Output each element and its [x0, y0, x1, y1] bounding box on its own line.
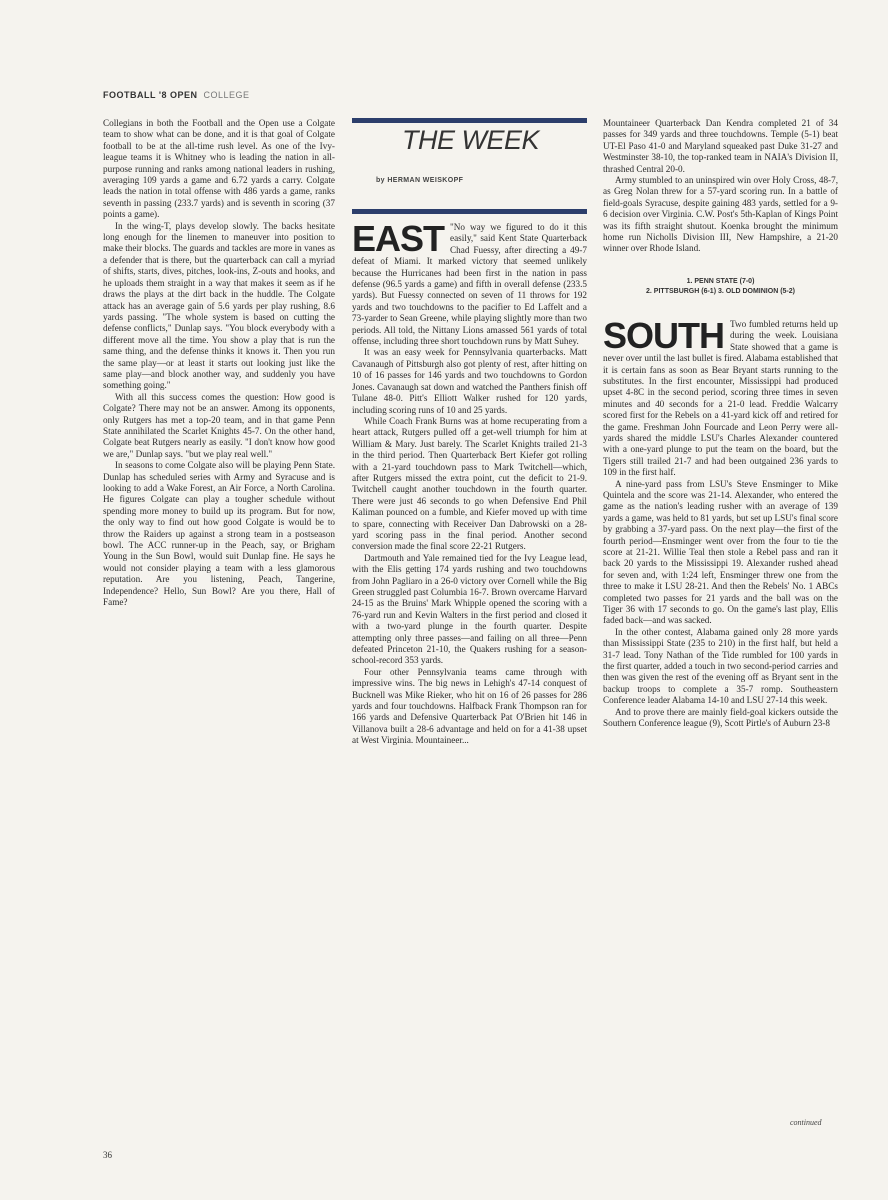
paragraph: Mountaineer Quarterback Dan Kendra completed 21 of 34 passes for 349 yards and three touchdowns. Temple (5-1) beat UT-El Paso 41-0 and Maryland squeaked past Duke 31-27 and Westminster 38-10, the top-ranked team in NAIA's Division II, thrashed Central 20-0. — [603, 118, 838, 174]
the-week-masthead — [352, 118, 587, 214]
paragraph: Two fumbled returns held up during the week. Louisiana State showed that a game is never over until the last bullet is fired. Alabama established that it is certain fans as soon as Bear Bryant starts running to the substitutes. In the first encounter, Mississippi had produced upset 4-8C in the second period, scoring three times in seven minutes and 40 seconds for a 21-0 lead. Freddie Walcarry scored first for the Rebels on a 41-yard kick off and retired for the game. Freshman John Fourcade and Leon Perry were all-yards shared the middle LSU's Charles Alexander countered with a one-yard plunge to put the team on the board, but the Tigers still trailed 21-7 and had been outgained 236 yards to 109 in the first half. — [603, 318, 838, 478]
east-section — [352, 218, 587, 747]
south-section — [603, 314, 838, 730]
paragraph: Collegians in both the Football and the Open use a Colgate team to show what can be done, and it is that goal of Colgate football to be at the all-time rush level. As one of the Ivy-league teams it is Whitney who is leading the nation in all-purpose running and ranks among national leaders in rushing, averaging 109 yards a game and 6.72 yards a carry. Colgate leads the nation in total offense with 486 yards a game, ranks seventh in passing (233.7 yards) and is seventh in scoring (37 points a game). — [103, 118, 335, 220]
east-continued — [603, 118, 838, 255]
score-line: 2. PITTSBURGH (6-1) 3. OLD DOMINION (5-2) — [646, 287, 795, 295]
continued-label: continued — [790, 1118, 822, 1127]
paragraph: It was an easy week for Pennsylvania quarterbacks. Matt Cavanaugh of Pittsburgh also got plenty of rest, after hitting on 10 of 16 passes for 146 yards and two touchdowns to Gordon Jones. Cavanaugh sat down and watched the Panthers finish off Tulane 48-0. Pitt's Elliott Walker rushed for 120 yards, including scoring runs of 10 and 25 yards. — [352, 347, 587, 415]
section-header — [103, 90, 250, 100]
the-week-byline: by HERMAN WEISKOPF — [376, 177, 464, 184]
article-column-1 — [103, 118, 335, 1118]
paragraph: And to prove there are mainly field-goal kickers outside the Southern Conference league (9), Scott Pirtle's of Auburn 23-8 — [603, 706, 838, 729]
section-dropcap: SOUTH — [603, 314, 724, 356]
paragraph: With all this success comes the question: How good is Colgate? There may not be an answer. Among its opponents, only Rutgers has met a top-20 team, and in that game Penn State annihilated the Scarlet Knights 45-7. On the other hand, Colgate beat Rutgers nearly as easily. "I don't know how good we are," Dunlap says. "but we play real well." — [103, 391, 335, 459]
paragraph: In seasons to come Colgate also will be playing Penn State. Dunlap has scheduled series with Army and Syracuse and is looking to add a Wake Forest, an Air Force, a North Carolina. He figures Colgate can play a tougher schedule without spending more money to build up its program. But for now, the only way to find out how good Colgate is would be to throw the Raiders up against a strong team in a postseason bowl. The ACC runner-up in the Peach, say, or Brigham Young in the Sun Bowl, would suit Dunlap fine. He says he would not consider playing a team with a less glamorous reputation. Are you listening, Peach, Tangerine, Independence? Hello, Sun Bowl? Are you there, Hall of Fame? — [103, 460, 335, 608]
section-title: FOOTBALL '8 OPEN — [103, 90, 198, 100]
paragraph: A nine-yard pass from LSU's Steve Ensminger to Mike Quintela and the score was 21-14. Alexander, who entered the game as the nation's leading rusher with an average of 139 yards a game, was held to 81 yards, but set up LSU's final score by grabbing a 37-yard pass. On the next play—the first of the fourth period—Ensminger went over from the four to tie the score at 21-21. Willie Teal then stole a Rebel pass and ran it back 20 yards to the Mississippi 19. Alexander rushed ahead for seven and, with 1:24 left, Ensminger threw one from the three to make it LSU 28-21. And then the Rebels' No. 1 ABCs completed two passes for 21 yards and the ball was on the Tiger 36 with 17 seconds to go. On the game's last play, Ellis faded back—and was sacked. — [603, 478, 838, 626]
the-week-title: THE WEEK — [402, 125, 540, 155]
paragraph: Army stumbled to an uninspired win over Holy Cross, 48-7, as Greg Nolan threw for a 57-yard scoring run. In a battle of field-goals Syracuse, despite gaining 483 yards, settled for a 9-6 decision over Virginia. C.W. Post's 5th-Kaplan of Kings Point was its fifth straight shutout. Koenka brought the minimum home run Nicholls Division III, New Hampshire, a 21-20 winner over Rhode Island. — [603, 175, 838, 254]
article-column-2 — [352, 118, 587, 1133]
paragraph: Four other Pennsylvania teams came through with impressive wins. The big news in Lehigh's 47-14 conquest of Bucknell was Mike Rieker, who hit on 16 of 26 passes for 286 yards and four touchdowns. Halfback Frank Thompson ran for 166 yards and Defensive Quarterback Pat O'Brien hit 146 in Villanova built a 28-6 advantage and held on for a 41-38 upset at West Virginia. Mountaineer... — [352, 666, 587, 746]
paragraph: While Coach Frank Burns was at home recuperating from a heart attack, Rutgers pulled off a get-well triumph for him at William & Mary. Just barely. The Scarlet Knights trailed 21-3 in the third period. Then Quarterback Bert Kiefer got rolling with a 21-yard touchdown pass to Mark Twitchell—which, after Rutgers missed the extra point, cut the deficit to 21-9. Twitchell caught another touchdown in the fourth quarter. There were just 46 seconds to go when Defensive End Phil Kaliman pounced on a fumble, and Kiefer moved up with time to spare, connecting with Receiver Dan Dabrowski on a 28-yard scoring pass in the final period. Another second conversion made the final score 22-21 Rutgers. — [352, 415, 587, 552]
article-column-3 — [603, 118, 838, 1133]
section-subtitle: COLLEGE — [203, 90, 250, 100]
score-line: 1. PENN STATE (7-0) — [686, 277, 755, 285]
page-number: 36 — [103, 1150, 112, 1160]
top-three-scores — [603, 277, 838, 297]
paragraph: Dartmouth and Yale remained tied for the Ivy League lead, with the Elis getting 174 yards rushing and two touchdowns from John Pagliaro in a 26-0 victory over Cornell while the Big Green struggled past Columbia 16-7. Brown overcame Harvard 24-15 as the Bruins' Mark Whipple opened the scoring with a 76-yard run and Kevin Walters in the first period and closed it with a two-yard plunge in the fourth quarter. Despite attempting only three passes—and failing on all three—Penn defeated Princeton 21-10, the Quakers rushing for a season-school-record 353 yards. — [352, 552, 587, 666]
section-dropcap: EAST — [352, 218, 445, 259]
paragraph: "No way we figured to do it this easily," said Kent State Quarterback Chad Fuessy, after directing a 49-7 defeat of Miami. It marked victory that seemed unlikely because the Hurricanes had been first in the nation in pass defense (96.5 yards a game) and fifth in overall defense (233.5 yards). But Fuessy connected on seven of 11 throws for 192 yards and two touchdowns to the pacifier to Ed Laffelt and a 73-yarder to Sean Greene, while playing slightly more than two periods. All told, the Nittany Lions amassed 561 yards of total offense, including three short touchdown runs by Matt Suhey. — [352, 222, 587, 347]
paragraph: In the other contest, Alabama gained only 28 more yards than Mississippi State (235 to 210) in the first half, but held a 31-7 lead. Tony Nathan of the Tide rumbled for 100 yards in the first quarter, added a touch in two second-period carries and then was given the rest of the evening off as Bryant sent in the backup troops to complete a 35-7 romp. Southeastern Conference leader Alabama 14-10 and LSU 27-14 this week. — [603, 626, 838, 706]
paragraph: In the wing-T, plays develop slowly. The backs hesitate long enough for the linemen to maneuver into position to make their blocks. The guards and tackles are more in vanes as a defender that is there, but the quarterback can call a myriad of shifts, starts, dives, pitches, look-ins, Z-outs and hooks, and he uploads them straight in a way that makes it seem as if he draws the plays at the dirt back in the huddle. The Colgate attack has an average gain of 5.6 yards per play rushing, 8.6 yards passing. "The whole system is based on cutting the defense conflicts," Dunlap says. "You block everybody with a different move all the time. You show a play that is run the same thing, and the defense thinks it knows it. Then you run the same play—or at least it starts out looking just like the same play—and block another way, and suddenly you have something going." — [103, 220, 335, 391]
